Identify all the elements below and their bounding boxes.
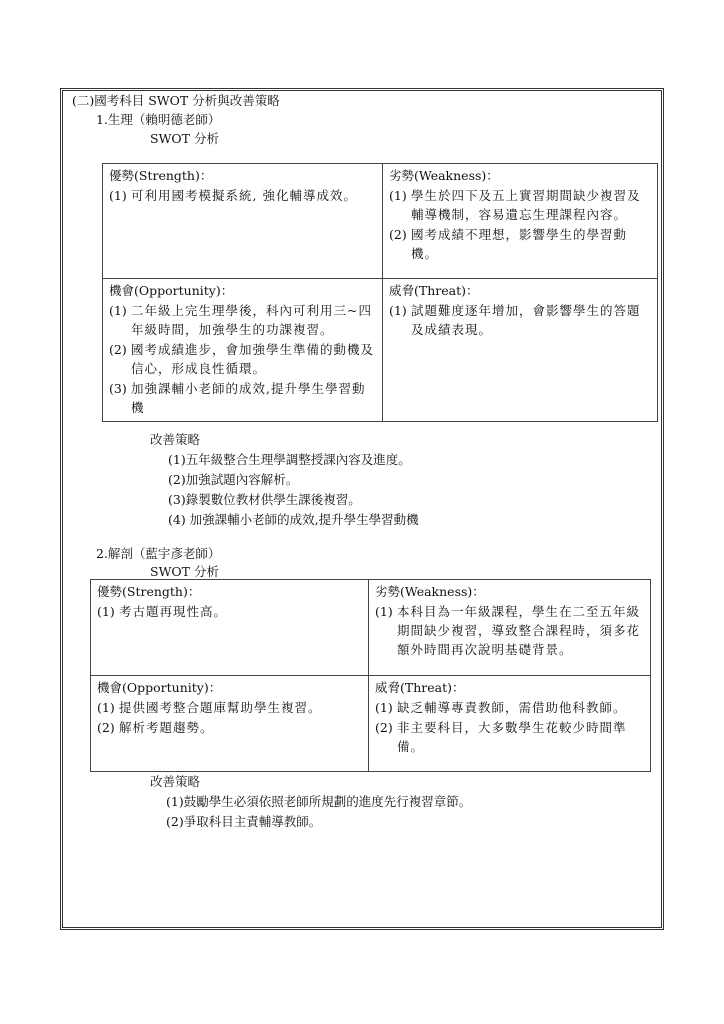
subject-2-strength-cell bbox=[91, 580, 369, 676]
subject-1-swot-label: SWOT 分析 bbox=[150, 131, 219, 146]
weakness-label: 劣勢(Weakness)： bbox=[389, 168, 499, 183]
threat-label: 威脅(Threat)： bbox=[375, 680, 465, 695]
subject-1-swot-table bbox=[102, 163, 658, 422]
list-item: (2) 國考成績不理想，影響學生的學習動機。 bbox=[389, 227, 628, 261]
subject-1-threat-cell bbox=[383, 279, 658, 422]
list-item: (2) 國考成績進步，會加強學生準備的動機及信心，形成良性循環。 bbox=[109, 342, 375, 376]
subject-2-weakness-cell bbox=[369, 580, 651, 676]
list-item: (1) 學生於四下及五上實習期間缺少複習及輔導機制，容易遺忘生理課程內容。 bbox=[389, 188, 641, 222]
subject-1-strategy-item: (4) 加強課輔小老師的成效,提升學生學習動機 bbox=[168, 512, 419, 527]
subject-2-strategy-label: 改善策略 bbox=[150, 774, 201, 789]
section-heading: (二)國考科目 SWOT 分析與改善策略 bbox=[72, 93, 280, 108]
subject-1-strategy-item: (1)五年級整合生理學調整授課內容及進度。 bbox=[168, 452, 411, 467]
list-item: (1) 本科目為一年級課程，學生在二至五年級期間缺少複習，導致整合課程時，須多花額外時間再次說明基礎背景。 bbox=[375, 604, 641, 657]
subject-1-weakness-cell bbox=[383, 164, 658, 279]
subject-1-strength-cell bbox=[103, 164, 383, 279]
subject-1-title: 1.生理（賴明德老師） bbox=[96, 112, 221, 127]
opportunity-label: 機會(Opportunity)： bbox=[109, 283, 234, 298]
list-item: (1) 缺乏輔導專責教師，需借助他科教師。 bbox=[375, 700, 627, 715]
subject-2-swot-table bbox=[90, 579, 651, 772]
subject-2-title: 2.解剖（藍宇彥老師） bbox=[96, 546, 221, 561]
list-item: (1) 考古題再現性高。 bbox=[97, 604, 228, 619]
subject-2-threat-cell bbox=[369, 676, 651, 772]
threat-label: 威脅(Threat)： bbox=[389, 283, 479, 298]
subject-2-strategy-item: (1)鼓勵學生必須依照老師所規劃的進度先行複習章節。 bbox=[166, 794, 472, 809]
strength-label: 優勢(Strength)： bbox=[97, 584, 201, 599]
subject-2-opportunity-cell bbox=[91, 676, 369, 772]
strength-label: 優勢(Strength)： bbox=[109, 168, 213, 183]
list-item: (1) 提供國考整合題庫幫助學生複習。 bbox=[97, 700, 322, 715]
list-item: (1) 二年級上完生理學後，科內可利用三~四年級時間，加強學生的功課複習。 bbox=[109, 303, 372, 337]
subject-2-strategy-item: (2)爭取科目主責輔導教師。 bbox=[166, 814, 322, 829]
list-item: (1) 試題難度逐年增加，會影響學生的答題及成績表現。 bbox=[389, 303, 641, 337]
list-item: (3) 加強課輔小老師的成效,提升學生學習動機 bbox=[109, 381, 366, 415]
subject-1-strategy-label: 改善策略 bbox=[150, 432, 201, 447]
subject-1-strategy-item: (2)加強試題內容解析。 bbox=[168, 472, 299, 487]
list-item: (2) 非主要科目，大多數學生花較少時間準備。 bbox=[375, 720, 627, 754]
list-item: (2) 解析考題趨勢。 bbox=[97, 720, 214, 735]
subject-2-swot-label: SWOT 分析 bbox=[150, 564, 219, 579]
opportunity-label: 機會(Opportunity)： bbox=[97, 680, 222, 695]
weakness-label: 劣勢(Weakness)： bbox=[375, 584, 485, 599]
list-item: (1) 可利用國考模擬系統, 強化輔導成效。 bbox=[109, 188, 357, 203]
subject-1-opportunity-cell bbox=[103, 279, 383, 422]
subject-1-strategy-item: (3)錄製數位教材供學生課後複習。 bbox=[168, 492, 361, 507]
